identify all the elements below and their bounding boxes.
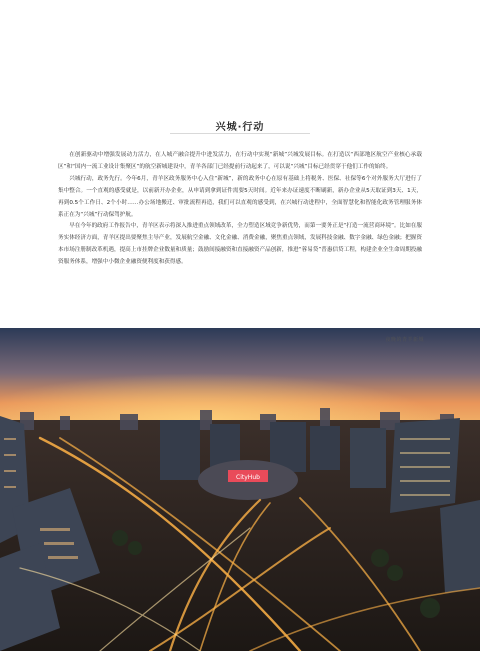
article-body (58, 150, 422, 269)
paragraph-3: 早在今年的政府工作报告中，青羊区表示将深入推进重点领域改革，全力塑造区域竞争新优势，而第一要务正是“打造一流营商环境”。比如在服务实体经济方面，青羊区提出要聚焦主导产业，发展航空金融、文化金融、消费金融，聚焦重点领域，发展科技金融、数字金融、绿色金融；把握资本市场注册制改革机遇，提高上市挂牌企业数量和质量；鼓励间接融资和直接融资产品创新，推进“蓉易贷”普惠信贷工程，构建企业全生命周期投融资服务体系，增强中小微企业融资便利度和获得感。 (58, 223, 422, 266)
paragraph-2: 兴城行动，政务先行。今年6月，青羊区政务服务中心入住“新城”，新的政务中心在原有基础上将税务、医保、社保等6个对外服务大厅进行了集中整合。一个直观的感受就是，以前新开办企业，从申请到拿到证件需要5天时间。近年来办证速度不断刷新，新办企业从5天取证到3天、1天，再到0.5个工作日、2个小时……办公场地搬迁、审批流程再造，我们可以直观的感受到，在兴城行动进程中，全面智慧化和智能化政务管理服务体系正在为“兴城”行动保驾护航。 (58, 175, 422, 218)
paragraph-1: 在创新驱动中增强发展动力活力，在人城产融合提升中进发活力，在行动中实现“新城”兴城发展目标。在打造以“西部地区航空产业核心承载区”和“国内一流工业设计集聚区”的航空新城建设中，青羊各部门已经提前行动起来了，可以说“兴城”目标已经贯穿于他们工作的始终。 (58, 152, 422, 170)
city-night-photo (0, 328, 480, 651)
billboard-text: CityHub (236, 474, 260, 481)
title-divider (170, 133, 310, 134)
photo-caption: 夜晚的青羊新城 (385, 337, 424, 343)
article-title: 兴城·行动 (215, 122, 265, 133)
